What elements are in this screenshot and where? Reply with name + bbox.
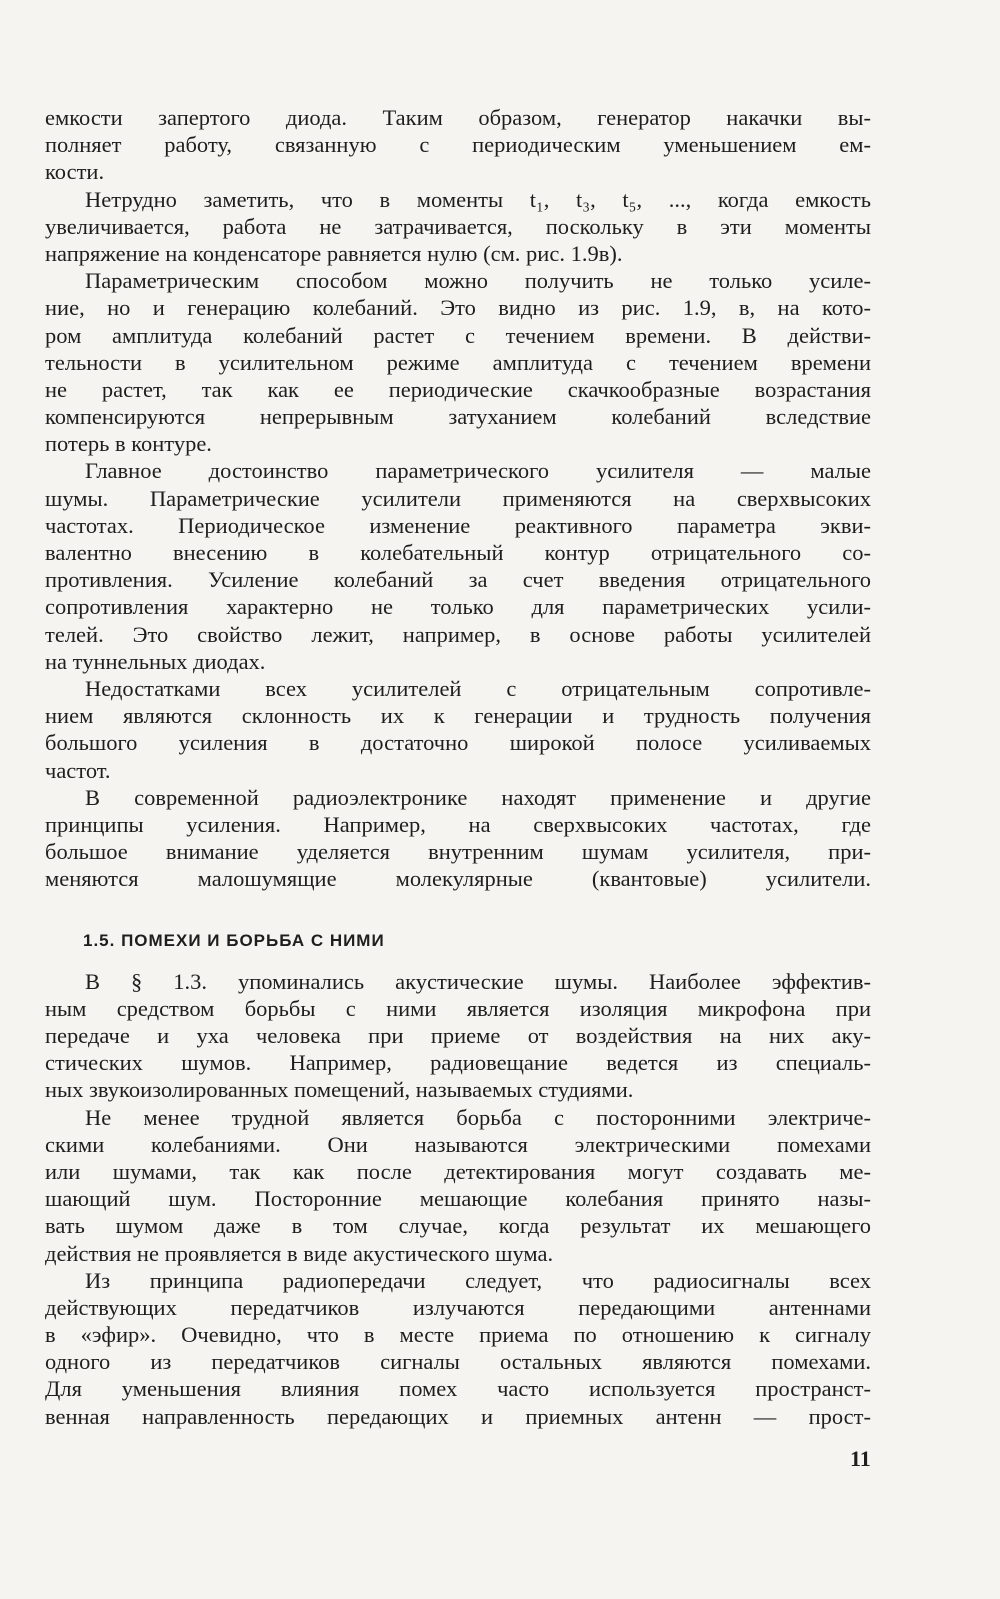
text-line: шумы. Параметрические усилители применяются на сверхвысоких (45, 485, 871, 511)
text-line: действующих передатчиков излучаются передающими антеннами (45, 1294, 871, 1320)
paragraph (45, 186, 871, 268)
text-line: В современной радиоэлектронике находят применение и другие (85, 784, 871, 810)
text-line: большого усиления в достаточно широкой полосе усиливаемых (45, 730, 871, 756)
text-line: Не менее трудной является борьба с посторонними электриче- (85, 1104, 871, 1130)
text-line: напряжение на конденсаторе равняется нулю (см. рис. 1.9в). (45, 240, 623, 266)
text-line: вать шумом даже в том случае, когда результат их мешающего (45, 1213, 871, 1239)
text-line: ных звукоизолированных помещений, называемых студиями. (45, 1077, 634, 1103)
paragraph (45, 104, 871, 186)
text-line: Недостатками всех усилителей с отрицательным сопротивле- (85, 675, 871, 701)
text-line: стических шумов. Например, радиовещание ведется из специаль- (45, 1050, 871, 1076)
text-line: одного из передатчиков сигналы остальных являются помехами. (45, 1349, 871, 1375)
text-line: Главное достоинство параметрического усилителя — малые (85, 458, 871, 484)
text-line: компенсируются непрерывным затуханием колебаний вследствие (45, 404, 871, 430)
text-line: ным средством борьбы с ними является изоляция микрофона при (45, 995, 871, 1021)
paragraph (45, 675, 871, 784)
text-line: Параметрическим способом можно получить не только усиле- (85, 268, 871, 294)
text-line: не растет, так как ее периодические скачкообразные возрастания (45, 376, 871, 402)
text-line: в «эфир». Очевидно, что в месте приема по отношению к сигналу (45, 1322, 871, 1348)
text-line: действия не проявляется в виде акустического шума. (45, 1240, 554, 1266)
text-line: кости. (45, 159, 105, 185)
text-line: тельности в усилительном режиме амплитуда с течением времени (45, 349, 871, 375)
section-heading: 1.5. ПОМЕХИ И БОРЬБА С НИМИ (83, 931, 385, 951)
text-line: противления. Усиление колебаний за счет введения отрицательного (45, 567, 871, 593)
text-line: нием являются склонность их к генерации и трудность получения (45, 703, 871, 729)
text-line: ние, но и генерацию колебаний. Это видно из рис. 1.9, в, на кото- (45, 295, 871, 321)
text-line: венная направленность передающих и приемных антенн — прост- (45, 1403, 871, 1429)
text-line: принципы усиления. Например, на сверхвысоких частотах, где (45, 811, 871, 837)
paragraph (45, 267, 871, 457)
text-line: валентно внесению в колебательный контур отрицательного со- (45, 540, 871, 565)
text-line: частотах. Периодическое изменение реактивного параметра экви- (45, 512, 871, 538)
text-line: полняет работу, связанную с периодическим уменьшением ем- (45, 132, 871, 158)
text-line: на туннельных диодах. (45, 648, 266, 674)
paragraph (45, 968, 871, 1104)
text-line: передаче и уха человека при приеме от воздействия на них аку- (45, 1023, 871, 1048)
page-body (45, 104, 871, 1430)
text-line: увеличивается, работа не затрачивается, поскольку в эти моменты (45, 213, 871, 239)
text-line: скими колебаниями. Они называются электрическими помехами (45, 1131, 871, 1157)
page-number: 11 (850, 1446, 871, 1471)
text-line: емкости запертого диода. Таким образом, генератор накачки вы- (45, 105, 871, 130)
text-line: сопротивления характерно не только для параметрических усили- (45, 594, 871, 620)
text-line: или шумами, так как после детектирования могут создавать ме- (45, 1158, 871, 1184)
text-line: Нетрудно заметить, что в моменты t₁, t₃, t₅, ..., когда емкость (85, 186, 871, 212)
paragraph (45, 457, 871, 675)
text-line: большое внимание уделяется внутренним шумам усилителя, при- (45, 839, 871, 865)
text-line: частот. (45, 757, 111, 783)
text-line: В § 1.3. упоминались акустические шумы. Наиболее эффектив- (85, 968, 871, 994)
text-line: шающий шум. Посторонние мешающие колебания принято назы- (45, 1186, 871, 1212)
paragraph (45, 1104, 871, 1267)
paragraph (45, 784, 871, 893)
text-line: ром амплитуда колебаний растет с течением времени. В действи- (45, 322, 871, 348)
text-line: телей. Это свойство лежит, например, в основе работы усилителей (45, 621, 871, 647)
text-line: потерь в контуре. (45, 431, 212, 457)
paragraph (45, 1267, 871, 1430)
text-line: Для уменьшения влияния помех часто используется пространст- (45, 1376, 871, 1402)
text-line: Из принципа радиопередачи следует, что радиосигналы всех (85, 1267, 871, 1293)
text-line: меняются малошумящие молекулярные (квантовые) усилители. (45, 866, 871, 892)
